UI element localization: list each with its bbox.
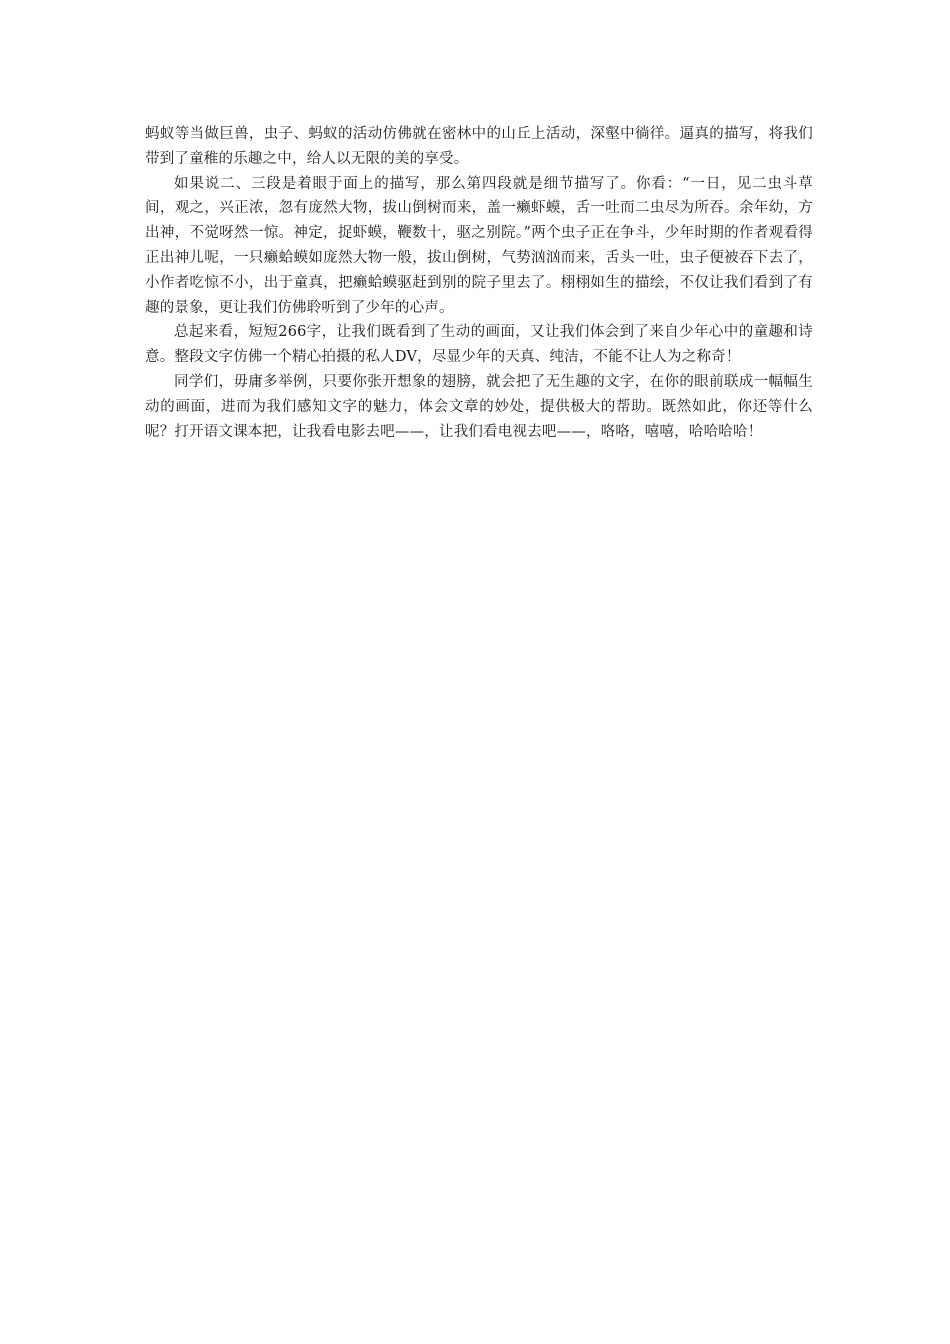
paragraph-continuation: 蚂蚁等当做巨兽，虫子、蚂蚁的活动仿佛就在密林中的山丘上活动，深壑中徜徉。逼真的描写，将我们带到了童稚的乐趣之中，给人以无限的美的享受。 (145, 126, 813, 167)
document-body (145, 122, 813, 444)
paragraph-detail-description: 如果说二、三段是着眼于面上的描写，那么第四段就是细节描写了。你看：“一日，见二虫斗草间，观之，兴正浓，忽有庞然大物，拔山倒树而来，盖一癞虾蟆，舌一吐而二虫尽为所吞。余年幼，方出神，不觉呀然一惊。神定，捉虾蟆，鞭数十，驱之别院。”两个虫子正在争斗，少年时期的作者观看得正出神儿呢，一只癞蛤蟆如庞然大物一般，拔山倒树，气势汹汹而来，舌头一吐，虫子便被吞下去了，小作者吃惊不小，出于童真，把癞蛤蟆驱赶到别的院子里去了。栩栩如生的描绘，不仅让我们看到了有趣的景象，更让我们仿佛聆听到了少年的心声。 (145, 175, 813, 316)
paragraph-conclusion: 同学们，毋庸多举例，只要你张开想象的翅膀，就会把了无生趣的文字，在你的眼前联成一幅幅生动的画面，进而为我们感知文字的魅力，体会文章的妙处，提供极大的帮助。既然如此，你还等什么呢？打开语文课本把，让我看电影去吧——，让我们看电视去吧——，咯咯，嘻嘻，哈哈哈哈！ (145, 373, 813, 440)
paragraph-summary: 总起来看，短短266字，让我们既看到了生动的画面，又让我们体会到了来自少年心中的童趣和诗意。整段文字仿佛一个精心拍摄的私人DV，尽显少年的天真、纯洁，不能不让人为之称奇！ (145, 324, 813, 366)
